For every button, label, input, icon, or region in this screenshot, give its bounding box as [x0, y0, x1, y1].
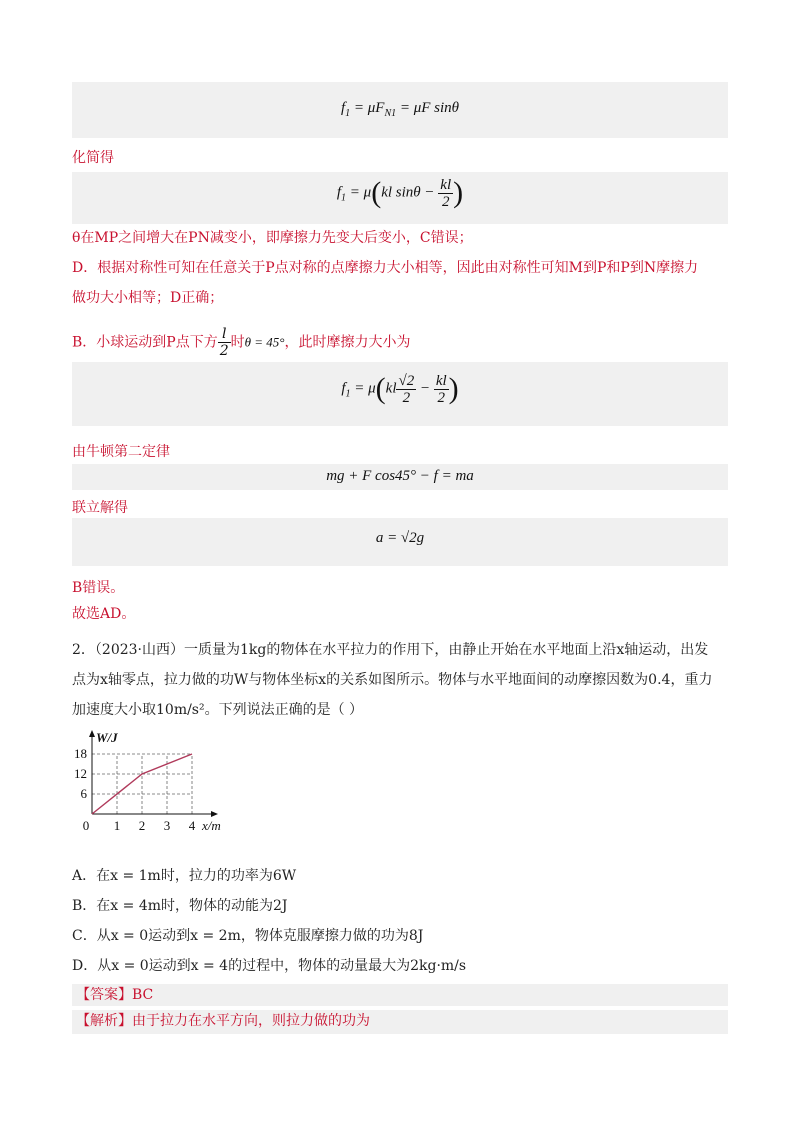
- x-tick-label: 2: [138, 818, 146, 833]
- simplify-label: 化简得: [72, 150, 114, 166]
- choose-answer: 故选AD。: [72, 606, 136, 622]
- x-tick-label: 1: [113, 818, 121, 833]
- work-position-chart: [72, 726, 252, 836]
- option-a: A．在x = 1m时，拉力的功率为6W: [72, 868, 297, 884]
- combine-label: 联立解得: [72, 500, 128, 516]
- x-tick-label: 3: [163, 818, 171, 833]
- x-tick-label: 4: [188, 818, 196, 833]
- question-line-3: 加速度大小取10m/s²。下列说法正确的是（ ）: [72, 702, 364, 718]
- formula-friction-45: $f_1 = \mu(kl$ $\frac{√2}{2}$ − $\frac{kl}{2}$ ): [341, 372, 459, 406]
- analysis-bar: 【解析】由于拉力在水平方向，则拉力做的功为: [72, 1010, 728, 1034]
- option-b: B．在x = 4m时，物体的动能为2J: [72, 898, 288, 914]
- chart-ticks: [74, 730, 221, 833]
- y-tick-label: 12: [74, 766, 87, 781]
- chart-grid: [92, 754, 192, 814]
- y-axis-arrow: [89, 730, 95, 737]
- option-d-analysis-2: 做功大小相等；D正确；: [72, 290, 224, 306]
- x-tick-label: 0: [82, 818, 90, 833]
- y-tick-label: 6: [80, 786, 87, 801]
- option-c: C．从x = 0运动到x = 2m，物体克服摩擦力做的功为8J: [72, 928, 424, 944]
- formula-result: a = √2g: [375, 530, 425, 546]
- option-b-analysis: B．小球运动到P点下方 $\frac{l}{2}$ 时θ = 45°，此时摩擦力大小为: [72, 326, 411, 359]
- question-line-2: 点为x轴零点，拉力做的功W与物体坐标x的关系如图所示。物体与水平地面间的动摩擦因数为0.4，重力: [72, 672, 713, 688]
- formula-friction-simplified: $f_1 = \mu(kl$ sinθ − $\frac{kl}{2}$ ): [336, 176, 464, 210]
- formula-newton: mg + F cos45° − f = ma: [326, 468, 474, 484]
- x-axis-arrow: [211, 811, 218, 817]
- option-d: D．从x = 0运动到x = 4的过程中，物体的动量最大为2kg·m/s: [72, 958, 467, 974]
- option-d-analysis-1: D．根据对称性可知在任意关于P点对称的点摩擦力大小相等，因此由对称性可知M到P和P到N摩擦力: [72, 260, 699, 276]
- newton-label: 由牛顿第二定律: [72, 444, 170, 460]
- y-tick-label: 18: [74, 746, 87, 761]
- x-axis-label: x/m: [202, 818, 221, 833]
- b-wrong: B错误。: [72, 580, 125, 596]
- theta-analysis: θ在MP之间增大在PN减变小，即摩擦力先变大后变小，C错误；: [72, 230, 473, 246]
- answer-bar: 【答案】BC: [72, 984, 728, 1006]
- y-axis-label: W/J: [96, 730, 118, 745]
- question-line-1: 2．（2023·山西）一质量为1kg的物体在水平拉力的作用下，由静止开始在水平地面上沿x轴运动，出发: [72, 642, 709, 658]
- formula-friction-normal: $f_1 = \mu F_{N1} = \mu F$ sinθ: [340, 100, 460, 119]
